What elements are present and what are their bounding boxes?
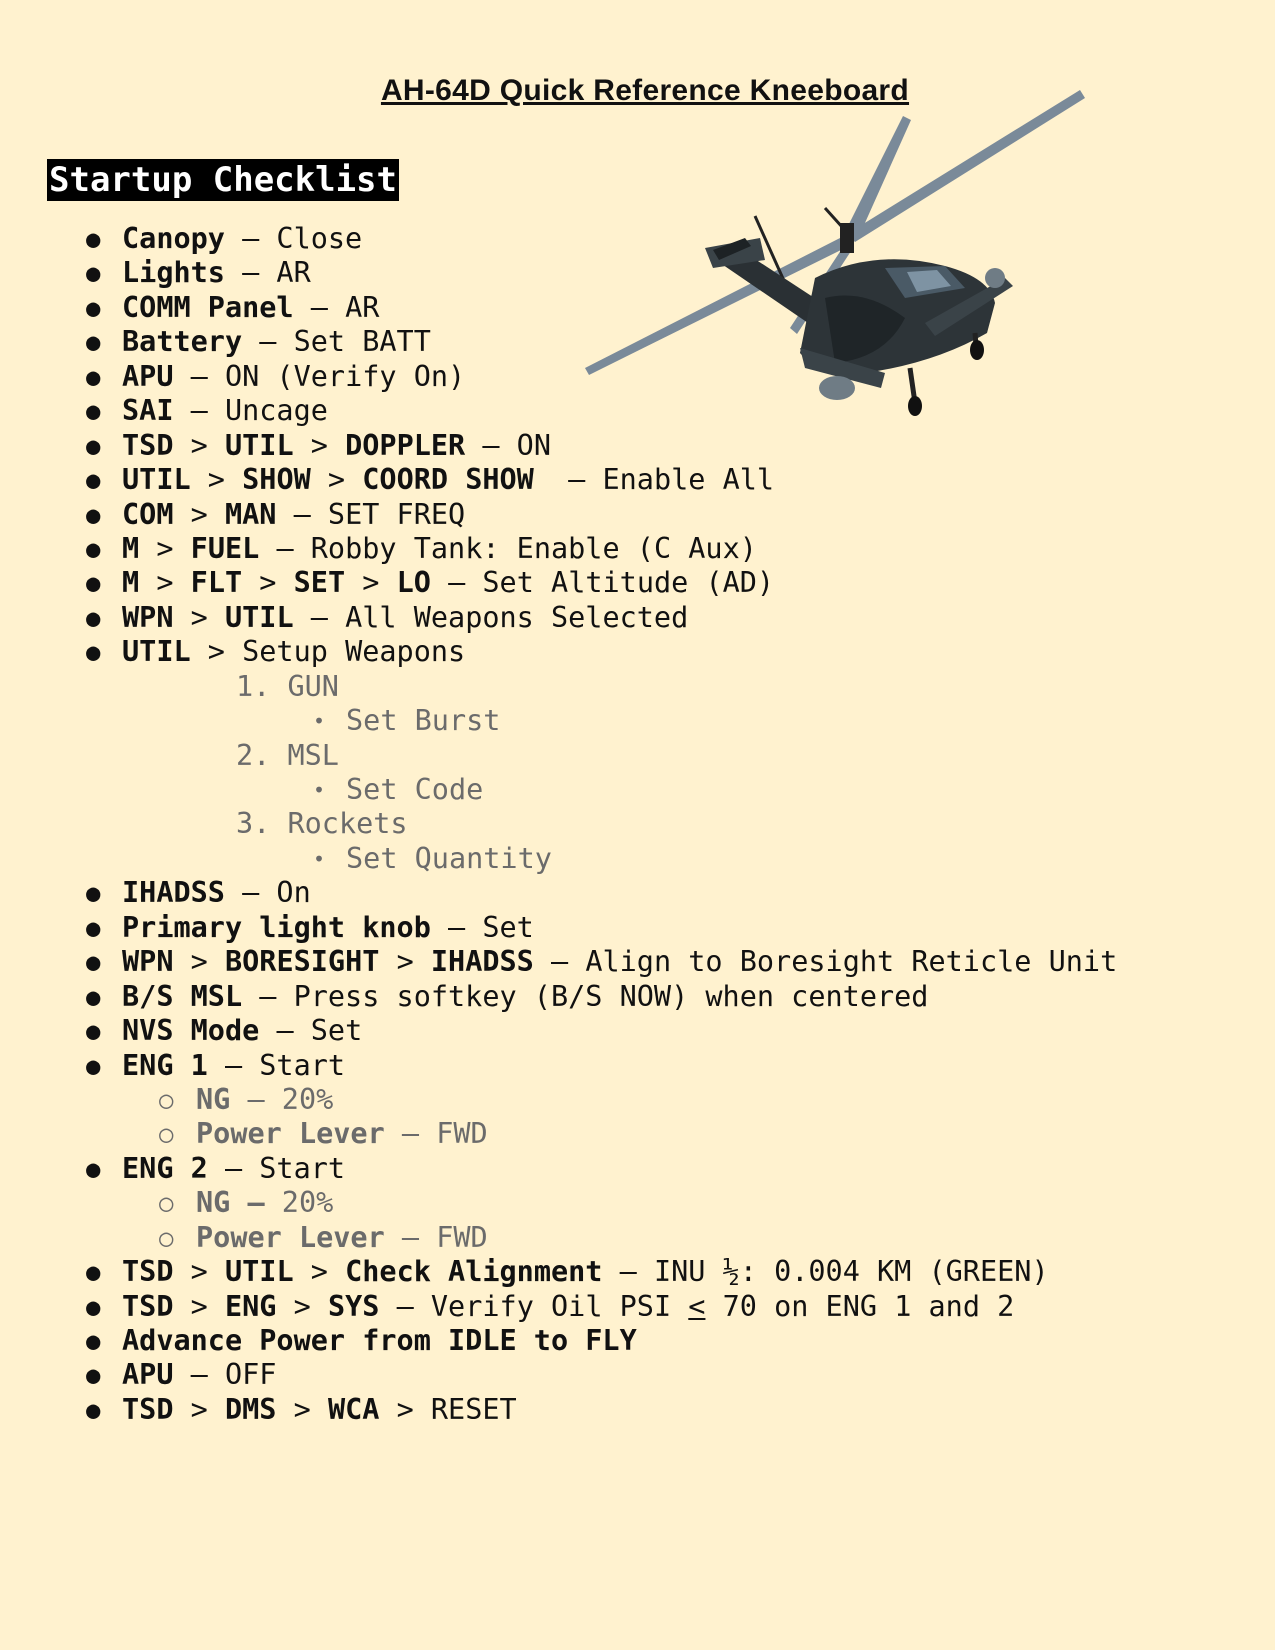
bullet-icon: ● <box>86 466 101 495</box>
item-text: MAN <box>224 497 277 531</box>
item-text: M <box>122 566 140 600</box>
checklist-item <box>0 1049 1275 1083</box>
item-text: – OFF <box>173 1358 277 1392</box>
checklist-item <box>0 980 1275 1014</box>
item-text: Canopy <box>122 222 225 255</box>
checklist-item <box>0 1290 1275 1324</box>
item-text: > <box>310 463 363 497</box>
item-text: LO <box>396 566 431 600</box>
item-text: ENG 1 <box>122 1048 208 1082</box>
item-text: 2. MSL <box>236 738 339 772</box>
item-text: > RESET <box>379 1392 517 1426</box>
item-text: Set Code <box>346 773 484 806</box>
item-text: – Set <box>430 910 534 944</box>
bullet-icon: ● <box>86 362 101 391</box>
item-text: < <box>688 1289 706 1323</box>
bullet-icon: ● <box>86 293 101 322</box>
item-text: > <box>293 428 346 462</box>
item-text: – Set BATT <box>242 325 431 359</box>
page-title: AH-64D Quick Reference Kneeboard <box>380 74 910 107</box>
bullet-icon: ○ <box>159 1085 174 1114</box>
item-text: SHOW <box>242 463 311 497</box>
item-text: > <box>379 945 431 979</box>
item-text: BORESIGHT <box>224 945 380 979</box>
bullet-icon: ● <box>86 982 101 1011</box>
bullet-icon: ● <box>86 1017 101 1046</box>
bullet-icon: ● <box>86 1051 101 1080</box>
item-text: > <box>276 1289 328 1323</box>
item-text: UTIL <box>224 600 294 634</box>
section-title: Startup Checklist <box>49 160 397 200</box>
item-text: TSD <box>122 1255 174 1289</box>
item-text: NG <box>196 1082 231 1116</box>
item-text: SAI <box>122 394 174 428</box>
item-text: > <box>242 566 294 600</box>
item-text: > <box>173 1255 225 1289</box>
item-text: 3. Rockets <box>236 807 408 841</box>
item-text: – SET FREQ <box>276 497 466 531</box>
item-text: SYS <box>327 1289 380 1323</box>
sub-item <box>0 704 1275 738</box>
item-text: – Start <box>207 1048 346 1082</box>
item-text: COORD SHOW <box>362 463 534 497</box>
sub-item <box>0 1083 1275 1117</box>
item-text: Set Burst <box>346 704 501 738</box>
item-text: ENG 2 <box>122 1151 208 1185</box>
item-text: – AR <box>293 290 380 324</box>
checklist-item <box>0 601 1275 635</box>
item-text: TSD <box>122 428 174 462</box>
bullet-icon: ● <box>86 1361 101 1390</box>
bullet-icon: ● <box>86 948 101 977</box>
item-text: – On <box>224 876 311 910</box>
item-text: Power Lever <box>196 1220 385 1254</box>
item-text: Lights <box>122 256 225 290</box>
numbered-item <box>0 670 1275 704</box>
checklist-item <box>0 1152 1275 1186</box>
item-text: WCA <box>327 1392 380 1426</box>
checklist-item <box>0 222 1275 256</box>
item-text: NG – <box>196 1186 282 1220</box>
bullet-icon: ● <box>86 259 101 288</box>
item-text: WPN <box>122 945 174 979</box>
item-text: > <box>139 566 191 600</box>
item-text: > <box>190 463 243 497</box>
checklist-item <box>0 498 1275 532</box>
item-text: TSD <box>122 1289 174 1323</box>
checklist-item <box>0 256 1275 290</box>
item-text: IHADSS <box>122 876 225 910</box>
item-text: – Set <box>259 1014 363 1048</box>
item-text: > <box>173 428 225 462</box>
item-text: – Start <box>207 1151 346 1185</box>
item-text: – Robby Tank: Enable (C Aux) <box>259 531 757 565</box>
checklist-item <box>0 1255 1275 1289</box>
item-text: – ON (Verify On) <box>173 359 466 393</box>
item-text: Set Quantity <box>346 841 552 875</box>
item-text: M <box>122 531 140 565</box>
checklist-item <box>0 876 1275 910</box>
item-text: > <box>139 531 191 565</box>
sub-item <box>0 773 1275 807</box>
item-text: IHADSS <box>430 945 534 979</box>
item-text: NVS Mode <box>122 1014 260 1048</box>
item-text: – ON <box>465 428 551 462</box>
item-text: FLT <box>190 566 243 600</box>
sub-item <box>0 1186 1275 1220</box>
bullet-icon: ● <box>86 569 101 598</box>
item-text: UTIL <box>224 1255 294 1289</box>
checklist-item <box>0 394 1275 428</box>
sub-item <box>0 1117 1275 1151</box>
item-text: Battery <box>122 325 243 359</box>
item-text: 1. GUN <box>236 669 339 703</box>
item-text: > <box>173 1392 225 1426</box>
item-text: UTIL <box>122 463 191 497</box>
checklist-item <box>0 1358 1275 1392</box>
bullet-icon: • <box>313 709 326 734</box>
item-text: > <box>173 497 225 531</box>
checklist-item <box>0 360 1275 394</box>
checklist-item <box>0 635 1275 669</box>
bullet-icon: ● <box>86 603 101 632</box>
item-text: FUEL <box>190 531 260 565</box>
item-text: > Setup Weapons <box>190 635 466 669</box>
bullet-icon: ● <box>86 913 101 942</box>
checklist-item <box>0 325 1275 359</box>
item-text: > <box>293 1255 346 1289</box>
item-text: – All Weapons Selected <box>293 600 689 634</box>
item-text: APU <box>122 1358 174 1392</box>
checklist-item <box>0 1324 1275 1358</box>
checklist-item <box>0 291 1275 325</box>
item-text: – Uncage <box>173 394 328 428</box>
item-text: DOPPLER <box>345 428 466 462</box>
item-text: > <box>173 945 225 979</box>
numbered-item <box>0 807 1275 841</box>
item-text: Power Lever <box>196 1117 385 1151</box>
item-text: UTIL <box>122 635 191 669</box>
item-text: – Set Altitude (AD) <box>430 566 775 600</box>
item-text: – Press softkey (B/S NOW) when centered <box>242 979 929 1013</box>
bullet-icon: • <box>313 846 326 871</box>
item-text: B/S MSL <box>122 979 243 1013</box>
bullet-icon: ○ <box>159 1189 174 1218</box>
bullet-icon: ● <box>86 397 101 426</box>
item-text: 70 on ENG 1 and 2 <box>705 1289 1015 1323</box>
item-text: TSD <box>122 1392 174 1426</box>
bullet-icon: ● <box>86 534 101 563</box>
item-text: > <box>173 600 225 634</box>
bullet-icon: ● <box>86 431 101 460</box>
item-text: WPN <box>122 600 174 634</box>
bullet-icon: • <box>313 778 326 802</box>
startup-checklist <box>0 222 1275 1427</box>
checklist-item <box>0 1014 1275 1048</box>
bullet-icon: ○ <box>159 1223 174 1252</box>
item-text: – FWD <box>384 1117 488 1151</box>
checklist-item <box>0 945 1275 979</box>
item-text: SET <box>293 566 346 600</box>
item-text: ENG <box>224 1289 277 1323</box>
checklist-item <box>0 911 1275 945</box>
item-text: > <box>276 1392 328 1426</box>
checklist-item <box>0 532 1275 566</box>
item-text: – Verify Oil PSI <box>379 1289 689 1323</box>
item-text: > <box>345 566 397 600</box>
bullet-icon: ● <box>86 1327 101 1355</box>
bullet-icon: ● <box>86 1258 101 1287</box>
item-text: DMS <box>224 1392 277 1426</box>
bullet-icon: ● <box>86 328 101 357</box>
bullet-icon: ● <box>86 879 101 908</box>
item-text: – Enable All <box>533 463 775 497</box>
item-text: COM <box>122 497 174 531</box>
numbered-item <box>0 739 1275 773</box>
item-text: Primary light knob <box>122 910 431 944</box>
item-text: 20% <box>281 1186 334 1220</box>
item-text: – Align to Boresight Reticle Unit <box>533 945 1118 979</box>
bullet-icon: ● <box>86 638 101 667</box>
item-text: – FWD <box>384 1220 488 1254</box>
sub-item <box>0 842 1275 876</box>
item-text: – 20% <box>230 1082 334 1116</box>
item-text: UTIL <box>224 428 294 462</box>
checklist-item <box>0 463 1275 497</box>
item-text: Check Alignment <box>345 1255 603 1289</box>
item-text: COMM Panel <box>122 290 294 324</box>
checklist-item <box>0 1393 1275 1427</box>
bullet-icon: ● <box>86 1154 101 1183</box>
bullet-icon: ○ <box>159 1120 174 1149</box>
item-text: – INU ½: 0.004 KM (GREEN) <box>602 1255 1049 1289</box>
sub-item <box>0 1221 1275 1255</box>
item-text: – AR <box>224 256 311 290</box>
bullet-icon: ● <box>86 1292 101 1321</box>
item-text: APU <box>122 359 174 393</box>
checklist-item <box>0 566 1275 600</box>
item-text: > <box>173 1289 225 1323</box>
item-text: Advance Power from IDLE to FLY <box>122 1324 637 1357</box>
checklist-item <box>0 429 1275 463</box>
bullet-icon: ● <box>86 1395 101 1424</box>
item-text: – Close <box>224 222 363 255</box>
bullet-icon: ● <box>86 500 101 529</box>
bullet-icon: ● <box>86 225 101 253</box>
